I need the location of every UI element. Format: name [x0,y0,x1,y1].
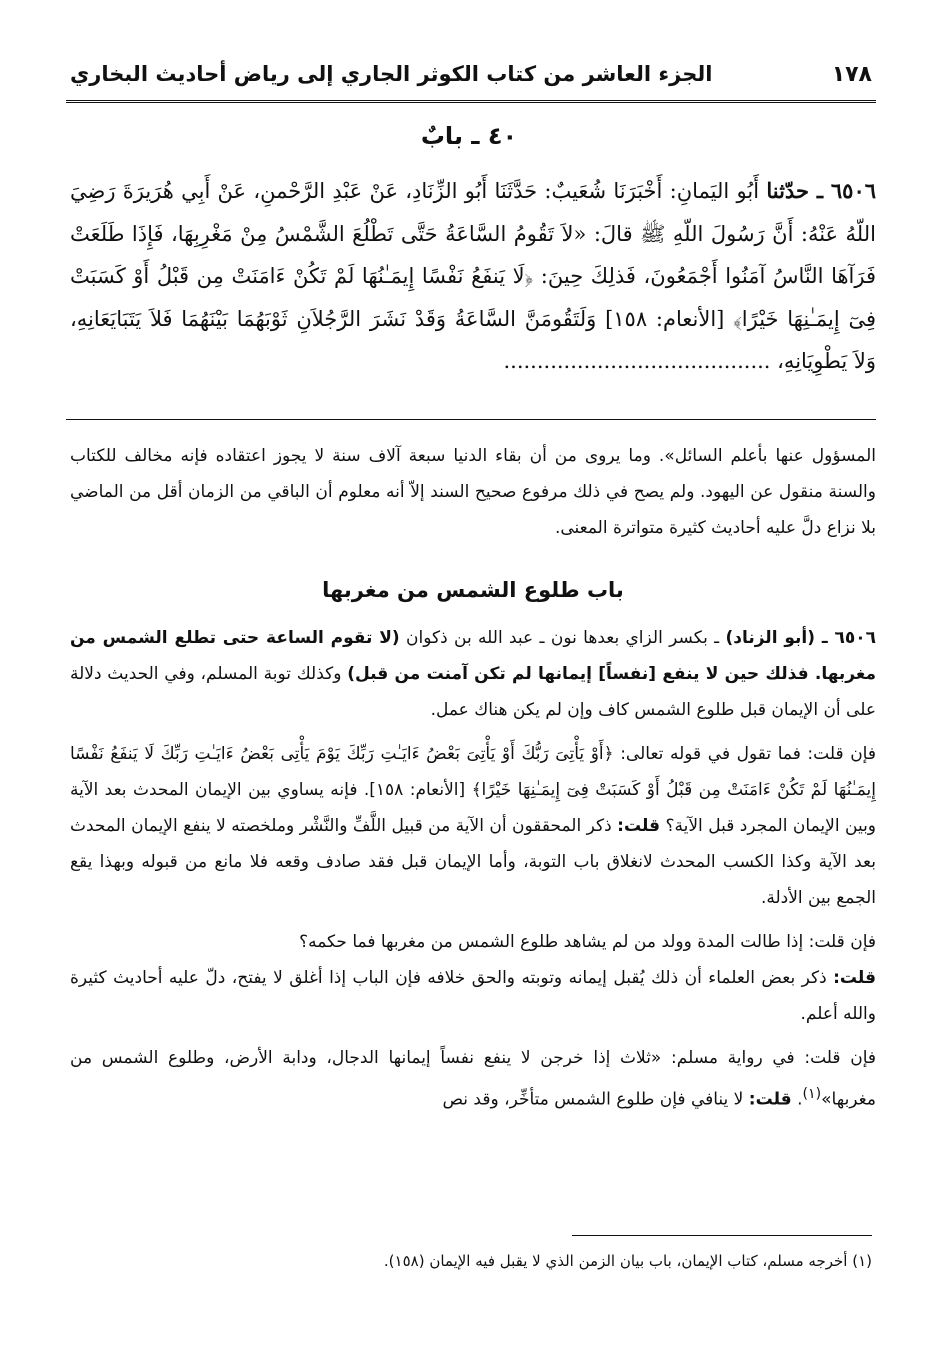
commentary-paragraph [70,620,876,728]
hadith-ref-number: ٦٥٠٦ ـ (أبو الزناد) [725,628,877,648]
header-rule [66,100,876,103]
footnote [70,1246,872,1276]
page-header [70,58,872,98]
footnote-rule [572,1235,872,1236]
commentary-paragraph: فإن قلت: في رواية مسلم: «ثلاث إذا خرجن لا ينفع نفساً إيمانها الدجال، ودابة الأرض، وطلوع الشمس من مغربها»$^{(١)}$. قلت: لا ينافي فإن طلوع الشمس متأخِّر، وقد نص [70,1048,876,1110]
commentary-text: ذكر المحققون أن الآية من قبيل اللَّفِّ والنَّشْر وملخصته لا ينفع الإيمان المحدث بعد الآية وكذا الكسب المحدث لانغلاق باب التوبة، وأما الإيمان قبل فقد صادف وقعه فلا مانع من قبوله وبهذا يقع الجمع بين الأدلة. [70,816,876,908]
hadith-text-block [70,170,876,383]
running-title: الجزء العاشر من كتاب الكوثر الجاري إلى رياض أحاديث البخاري [70,62,713,86]
qult-label: قلت: [748,1089,792,1110]
qult-label: قلت: [617,816,661,836]
page-number: ١٧٨ [831,62,872,87]
section-subtitle: باب طلوع الشمس من مغربها [322,578,624,602]
hadith-body: أَبُو اليَمانِ: أَخْبَرَنَا شُعَيبٌ: حَدَّثَنَا أَبُو الزِّنَادِ، عَنْ عَبْدِ الرَّحْمنِ، عَنْ أَبِي هُرَيرَةَ رَضِيَ اللّهُ عَنْهُ: أَنَّ رَسُولَ اللّهِ ﷺ قالَ: «لاَ تَقُومُ السَّاعَةُ حَتَّى تَطْلُعَ الشَّمْسُ مِنْ مَغْرِبِهَا، فَإِذَا طَلَعَتْ فَرَآهَا النَّاسُ آمَنُوا أَجْمَعُونَ، فَذلِكَ حِينَ: ﴿لَا يَنفَعُ نَفْسًا إِيمَـٰنُهَا لَمْ تَكُنْ ءَامَنَتْ مِن قَبْلُ أَوْ كَسَبَتْ فِىٓ إِيمَـٰنِهَا خَيْرًا﴾ [الأنعام: ١٥٨] وَلَتَقُومَنَّ السَّاعَةُ وَقَدْ نَشَرَ الرَّجُلاَنِ ثَوْبَهُمَا بَيْنَهُمَا فَلاَ يَتَبَايَعَانِهِ، وَلاَ يَطْوِيَانِهِ، ........................................ [70,179,876,373]
hadith-number: ٦٥٠٦ ـ حدّثنا [766,178,877,203]
commentary-text: لا ينافي فإن طلوع الشمس متأخِّر، وقد نص [442,1089,744,1110]
chapter-title: ٤٠ ـ بابٌ [420,122,518,150]
commentary-paragraph [70,960,876,1032]
commentary-paragraph [70,736,876,916]
footnote-marker: (١) [852,1252,872,1270]
commentary-text: ذكر بعض العلماء أن ذلك يُقبل إيمانه وتوبته والحق خلافه فإن الباب إذا أغلق لا يفتح، دلّ عليه أحاديث كثيرة والله أعلم. [70,968,876,1024]
footnote-reference[interactable]: (١) [802,1086,822,1102]
commentary-text: فإن قلت: فما تقول في قوله تعالى: ﴿أَوْ يَأْتِىَ رَبُّكَ أَوْ يَأْتِىَ بَعْضُ ءَايَـٰتِ رَبِّكَ يَوْمَ يَأْتِى بَعْضُ ءَايَـٰتِ رَبِّكَ لَا يَنفَعُ نَفْسًا إِيمَـٰنُهَا لَمْ تَكُنْ ءَامَنَتْ مِن قَبْلُ أَوْ كَسَبَتْ فِىٓ إِيمَـٰنِهَا خَيْرًا﴾ [الأنعام: ١٥٨]. فإنه يساوي بين الإيمان المحدث بعد الآية وبين الإيمان المجرد قبل الآية؟ [70,744,877,836]
section-divider [66,419,876,420]
commentary [70,438,876,1118]
qult-label: قلت: [833,968,876,988]
quoted-matn: (لا تقوم الساعة حتى تطلع الشمس من مغربها. فذلك حين لا ينفع [نفساً] إيمانها لم تكن آمنت من قبل) [70,628,877,684]
commentary-text: ـ بكسر الزاي بعدها نون ـ عبد الله بن ذكوان [406,628,720,648]
commentary-text: وكذلك توبة المسلم، وفي الحديث دلالة على أن الإيمان قبل طلوع الشمس كاف وإن لم يكن هناك عمل. [70,664,876,720]
commentary-paragraph: فإن قلت: إذا طالت المدة وولد من لم يشاهد طلوع الشمس من مغربها فما حكمه؟ [299,932,876,952]
commentary-paragraph: المسؤول عنها بأعلم السائل». وما يروى من أن بقاء الدنيا سبعة آلاف سنة لا يجوز اعتقاده فإنه مخالف للكتاب والسنة منقول عن اليهود. ولم يصح في ذلك مرفوع صحيح السند إلاّ أنه معلوم أن الباقي من الزمان أقل من الماضي بلا نزاع دلَّ عليه أحاديث كثيرة متواترة المعنى. [70,446,876,538]
commentary-text: فإن قلت: في رواية مسلم: «ثلاث إذا خرجن لا ينفع نفساً إيمانها الدجال، ودابة الأرض، وطلوع الشمس من مغربها» [70,1048,876,1110]
footnote-text: أخرجه مسلم، كتاب الإيمان، باب بيان الزمن الذي لا يقبل فيه الإيمان (١٥٨). [383,1252,848,1270]
